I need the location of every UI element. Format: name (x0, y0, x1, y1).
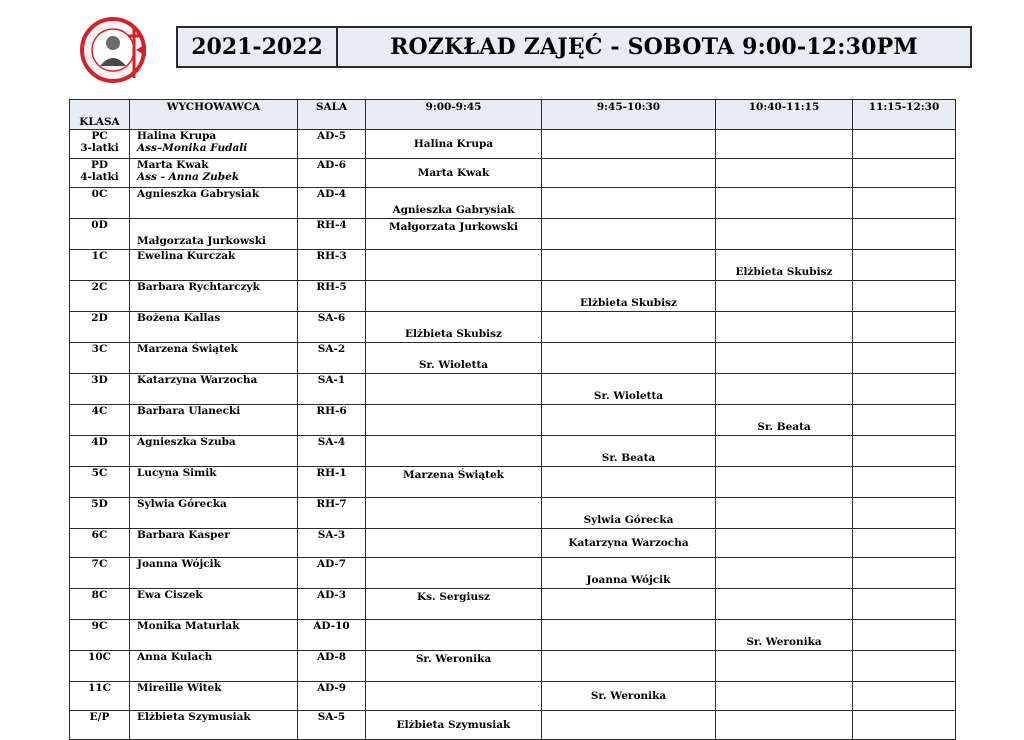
table-row (70, 130, 956, 159)
room-cell: RH-6 (298, 405, 366, 436)
teacher-cell: Bożena Kallas (130, 312, 298, 343)
teacher-name: Halina Krupa (137, 130, 217, 142)
class-cell: 5C (70, 467, 130, 498)
slot-4-cell (853, 219, 956, 250)
room-cell: RH-5 (298, 281, 366, 312)
slot-1-cell (366, 250, 542, 281)
class-code: PC (91, 130, 108, 142)
room-cell: RH-3 (298, 250, 366, 281)
slot-2-cell (542, 312, 716, 343)
room-cell: RH-4 (298, 219, 366, 250)
table-row (70, 312, 956, 343)
class-cell: 6C (70, 529, 130, 558)
slot-2-cell (542, 589, 716, 620)
slot-1-cell: Małgorzata Jurkowski (366, 219, 542, 250)
slot-2-cell (542, 130, 716, 159)
room-cell: AD-6 (298, 159, 366, 188)
title-bar (176, 26, 972, 68)
teacher-cell: Barbara Rychtarczyk (130, 281, 298, 312)
slot-2-cell (542, 405, 716, 436)
slot-2-cell (542, 711, 716, 740)
room-cell: AD-9 (298, 682, 366, 711)
class-cell: 10C (70, 651, 130, 682)
table-row (70, 374, 956, 405)
slot-2-cell: Elżbieta Skubisz (542, 281, 716, 312)
slot-3-cell (716, 558, 853, 589)
slot-1-cell (366, 529, 542, 558)
slot-1-cell: Ks. Sergiusz (366, 589, 542, 620)
slot-2-cell (542, 250, 716, 281)
table-row (70, 436, 956, 467)
class-cell: E/P (70, 711, 130, 740)
teacher-cell: Marzena Świątek (130, 343, 298, 374)
teacher-cell: Joanna Wójcik (130, 558, 298, 589)
class-cell: 8C (70, 589, 130, 620)
teacher-cell: Katarzyna Warzocha (130, 374, 298, 405)
slot-3-cell: Sr. Weronika (716, 620, 853, 651)
slot-4-cell (853, 467, 956, 498)
table-row (70, 250, 956, 281)
slot-3-cell (716, 188, 853, 219)
teacher-cell: Elżbieta Szymusiak (130, 711, 298, 740)
slot-1-cell (366, 682, 542, 711)
slot-1-cell: Marta Kwak (366, 159, 542, 188)
table-row (70, 711, 956, 740)
class-cell: 0D (70, 219, 130, 250)
room-cell: AD-7 (298, 558, 366, 589)
slot-4-cell (853, 529, 956, 558)
class-age-group: 4-latki (80, 171, 119, 183)
teacher-cell: Małgorzata Jurkowski (130, 219, 298, 250)
slot-3-cell (716, 281, 853, 312)
schedule-table (69, 99, 956, 740)
class-cell: 3D (70, 374, 130, 405)
class-code: PD (90, 159, 108, 171)
teacher-name: Marta Kwak (137, 159, 209, 171)
table-row (70, 188, 956, 219)
class-cell: 2C (70, 281, 130, 312)
slot-3-cell (716, 159, 853, 188)
teacher-cell: Lucyna Simik (130, 467, 298, 498)
slot-1-cell (366, 558, 542, 589)
slot-3-cell (716, 711, 853, 740)
class-cell: 0C (70, 188, 130, 219)
class-age-group: 3-latki (80, 142, 119, 154)
table-row (70, 405, 956, 436)
table-row (70, 682, 956, 711)
slot-2-cell (542, 159, 716, 188)
teacher-cell: Anna Kulach (130, 651, 298, 682)
teacher-cell: Ewa Ciszek (130, 589, 298, 620)
school-logo (70, 16, 156, 84)
slot-1-cell: Sr. Wioletta (366, 343, 542, 374)
room-cell: AD-10 (298, 620, 366, 651)
column-header-slot-2: 9:45-10:30 (542, 100, 716, 130)
slot-3-cell: Sr. Beata (716, 405, 853, 436)
room-cell: RH-1 (298, 467, 366, 498)
slot-1-cell (366, 620, 542, 651)
assistant-name: Ass–Monika Fudali (137, 142, 248, 154)
slot-4-cell (853, 436, 956, 467)
slot-1-cell (366, 374, 542, 405)
school-year: 2021-2022 (178, 28, 338, 66)
slot-4-cell (853, 711, 956, 740)
class-cell: 2D (70, 312, 130, 343)
slot-4-cell (853, 682, 956, 711)
slot-1-cell: Marzena Świątek (366, 467, 542, 498)
teacher-cell: Agnieszka Gabrysiak (130, 188, 298, 219)
class-cell: 5D (70, 498, 130, 529)
class-cell: 7C (70, 558, 130, 589)
class-cell: 11C (70, 682, 130, 711)
table-row (70, 467, 956, 498)
room-cell: AD-5 (298, 130, 366, 159)
table-row (70, 558, 956, 589)
slot-2-cell (542, 343, 716, 374)
room-cell: RH-7 (298, 498, 366, 529)
slot-4-cell (853, 281, 956, 312)
column-header-slot-3: 10:40-11:15 (716, 100, 853, 130)
slot-2-cell: Katarzyna Warzocha (542, 529, 716, 558)
slot-1-cell: Agnieszka Gabrysiak (366, 188, 542, 219)
table-row (70, 498, 956, 529)
table-row (70, 281, 956, 312)
room-cell: AD-3 (298, 589, 366, 620)
teacher-cell (130, 159, 298, 188)
slot-4-cell (853, 498, 956, 529)
slot-2-cell: Sylwia Górecka (542, 498, 716, 529)
table-row (70, 651, 956, 682)
column-header-slot-1: 9:00-9:45 (366, 100, 542, 130)
slot-3-cell (716, 374, 853, 405)
slot-4-cell (853, 558, 956, 589)
room-cell: SA-3 (298, 529, 366, 558)
slot-2-cell (542, 188, 716, 219)
room-cell: SA-5 (298, 711, 366, 740)
slot-4-cell (853, 374, 956, 405)
teacher-cell: Monika Maturlak (130, 620, 298, 651)
slot-4-cell (853, 130, 956, 159)
room-cell: SA-4 (298, 436, 366, 467)
teacher-cell: Barbara Kasper (130, 529, 298, 558)
slot-3-cell (716, 312, 853, 343)
table-row (70, 159, 956, 188)
table-row (70, 620, 956, 651)
slot-3-cell (716, 467, 853, 498)
teacher-cell: Sylwia Górecka (130, 498, 298, 529)
slot-3-cell (716, 343, 853, 374)
slot-2-cell (542, 651, 716, 682)
slot-4-cell (853, 620, 956, 651)
class-cell: 4D (70, 436, 130, 467)
slot-1-cell (366, 281, 542, 312)
assistant-name: Ass - Anna Zubek (137, 171, 240, 183)
slot-3-cell (716, 682, 853, 711)
slot-4-cell (853, 589, 956, 620)
slot-3-cell (716, 498, 853, 529)
slot-3-cell (716, 529, 853, 558)
teacher-cell (130, 130, 298, 159)
table-row (70, 589, 956, 620)
slot-2-cell (542, 620, 716, 651)
slot-1-cell (366, 498, 542, 529)
teacher-cell: Barbara Ulanecki (130, 405, 298, 436)
slot-1-cell (366, 436, 542, 467)
room-cell: SA-6 (298, 312, 366, 343)
slot-2-cell: Sr. Weronika (542, 682, 716, 711)
page-title: ROZKŁAD ZAJĘĆ - SOBOTA 9:00-12:30PM (390, 34, 918, 60)
slot-1-cell: Sr. Weronika (366, 651, 542, 682)
column-header-slot-4: 11:15-12:30 (853, 100, 956, 130)
slot-4-cell (853, 405, 956, 436)
class-cell: 4C (70, 405, 130, 436)
slot-2-cell: Sr. Wioletta (542, 374, 716, 405)
class-cell: 9C (70, 620, 130, 651)
slot-4-cell (853, 188, 956, 219)
slot-3-cell (716, 589, 853, 620)
slot-4-cell (853, 343, 956, 374)
slot-1-cell (366, 405, 542, 436)
table-row (70, 219, 956, 250)
class-cell (70, 159, 130, 188)
room-cell: SA-1 (298, 374, 366, 405)
slot-3-cell: Elżbieta Skubisz (716, 250, 853, 281)
table-row (70, 529, 956, 558)
slot-4-cell (853, 651, 956, 682)
class-cell (70, 130, 130, 159)
slot-1-cell: Elżbieta Szymusiak (366, 711, 542, 740)
slot-2-cell (542, 467, 716, 498)
slot-2-cell (542, 219, 716, 250)
slot-3-cell (716, 130, 853, 159)
slot-2-cell: Sr. Beata (542, 436, 716, 467)
teacher-cell: Mireille Witek (130, 682, 298, 711)
slot-4-cell (853, 159, 956, 188)
room-cell: AD-8 (298, 651, 366, 682)
table-header-row (70, 100, 956, 130)
class-cell: 3C (70, 343, 130, 374)
column-header-klasa: KLASA (70, 100, 130, 130)
room-cell: AD-4 (298, 188, 366, 219)
slot-3-cell (716, 651, 853, 682)
slot-2-cell: Joanna Wójcik (542, 558, 716, 589)
room-cell: SA-2 (298, 343, 366, 374)
slot-1-cell: Halina Krupa (366, 130, 542, 159)
school-seal-logo-icon (70, 16, 156, 84)
slot-4-cell (853, 250, 956, 281)
teacher-cell: Agnieszka Szuba (130, 436, 298, 467)
slot-3-cell (716, 219, 853, 250)
table-row (70, 343, 956, 374)
slot-3-cell (716, 436, 853, 467)
column-header-wychowawca: WYCHOWAWCA (130, 100, 298, 130)
slot-4-cell (853, 312, 956, 343)
teacher-cell: Ewelina Kurczak (130, 250, 298, 281)
class-cell: 1C (70, 250, 130, 281)
column-header-sala: SALA (298, 100, 366, 130)
slot-1-cell: Elżbieta Skubisz (366, 312, 542, 343)
